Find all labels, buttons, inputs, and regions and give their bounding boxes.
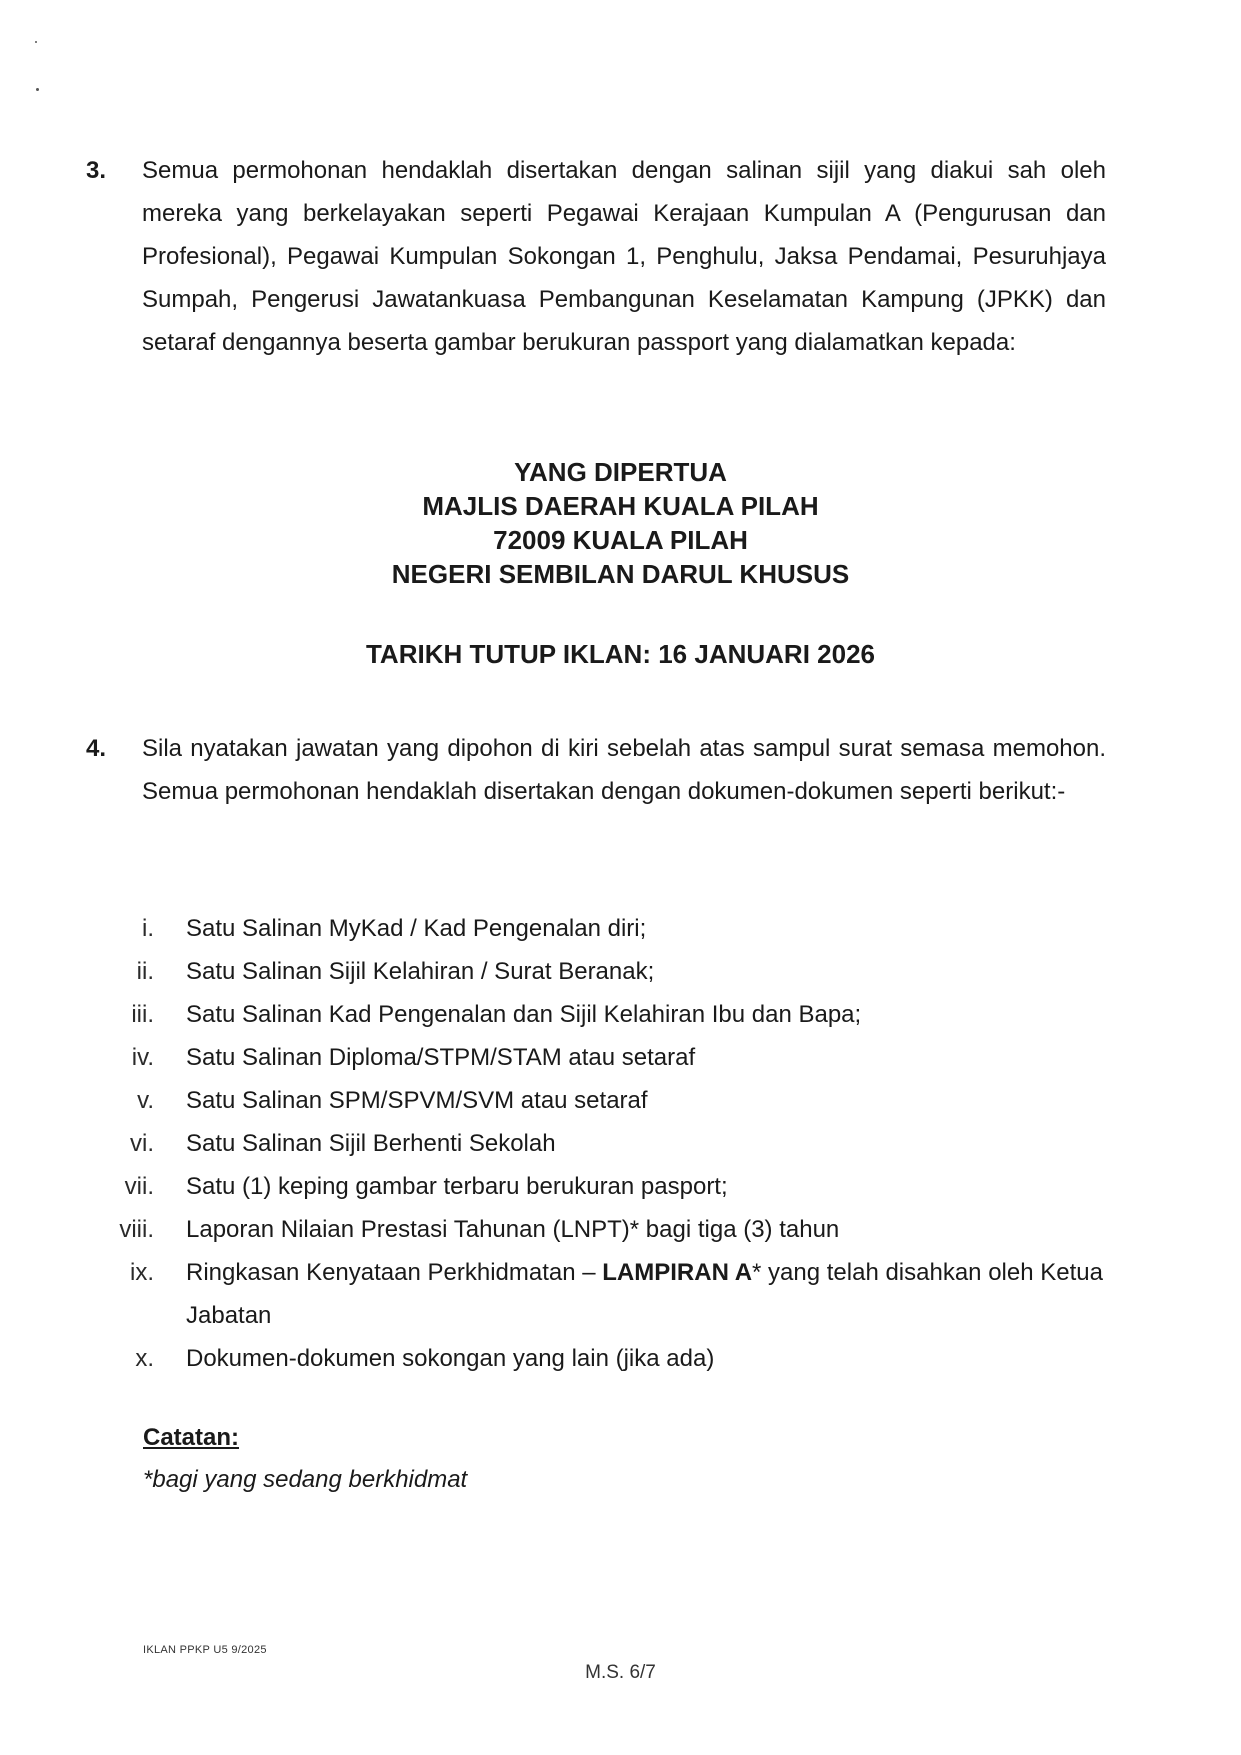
address-line: 72009 KUALA PILAH — [493, 525, 748, 555]
document-list — [100, 907, 1120, 1380]
paragraph-3 — [86, 149, 1116, 409]
scan-speck — [36, 88, 39, 91]
list-item-number: viii. — [119, 1216, 154, 1243]
list-item-text: Satu Salinan Kad Pengenalan dan Sijil Kelahiran Ibu dan Bapa; — [186, 1001, 862, 1028]
note-body: *bagi yang sedang berkhidmat — [143, 1466, 468, 1493]
closing-date: TARIKH TUTUP IKLAN: 16 JANUARI 2026 — [365, 639, 875, 669]
list-item-number: iii. — [131, 1001, 154, 1028]
footer-reference: IKLAN PPKP U5 9/2025 — [143, 1644, 267, 1656]
list-item-text: Satu Salinan Sijil Berhenti Sekolah — [186, 1130, 556, 1157]
list-item-number: x. — [135, 1345, 154, 1372]
list-item-number: ii. — [136, 958, 154, 985]
address-line: MAJLIS DAERAH KUALA PILAH — [422, 491, 819, 521]
paragraph-number: 3. — [86, 157, 107, 184]
list-item-text: Laporan Nilaian Prestasi Tahunan (LNPT)* bagi tiga (3) tahun — [186, 1216, 840, 1243]
page-number: M.S. 6/7 — [585, 1662, 656, 1683]
paragraph-number: 4. — [86, 735, 107, 762]
list-item — [100, 1251, 1120, 1337]
list-item — [100, 907, 1120, 950]
paragraph-4 — [86, 727, 1116, 857]
list-item-text: Satu Salinan SPM/SPVM/SVM atau setaraf — [186, 1087, 648, 1114]
list-item — [100, 1337, 1120, 1380]
address-line: YANG DIPERTUA — [514, 457, 727, 487]
list-item — [100, 1122, 1120, 1165]
list-item-text: Dokumen-dokumen sokongan yang lain (jika ada) — [186, 1345, 715, 1372]
list-item-text-part: Ringkasan Kenyataan Perkhidmatan – — [186, 1259, 603, 1286]
list-item-number: vii. — [124, 1173, 154, 1200]
list-item-number: v. — [137, 1087, 154, 1114]
paragraph-text: Sila nyatakan jawatan yang dipohon di kiri sebelah atas sampul surat semasa memohon. Semua permohonan hendaklah disertakan dengan dokumen-dokumen seperti berikut:- — [142, 735, 1106, 805]
list-item-text: Satu Salinan MyKad / Kad Pengenalan diri; — [186, 915, 647, 942]
list-item-number: iv. — [131, 1044, 154, 1071]
list-item — [100, 1208, 1120, 1251]
list-item-text — [186, 1251, 1120, 1337]
list-item — [100, 993, 1120, 1036]
list-item-text: Satu Salinan Sijil Kelahiran / Surat Beranak; — [186, 958, 655, 985]
address-line: NEGERI SEMBILAN DARUL KHUSUS — [391, 559, 850, 589]
note-title: Catatan: — [143, 1424, 240, 1451]
list-item — [100, 1036, 1120, 1079]
list-item-text-bold: LAMPIRAN A — [602, 1259, 753, 1286]
list-item-number: ix. — [130, 1259, 154, 1286]
list-item-number: vi. — [130, 1130, 154, 1157]
list-item — [100, 1165, 1120, 1208]
list-item-text-part: * yang telah disahkan oleh Ketua Jabatan — [186, 1259, 1103, 1329]
paragraph-text: Semua permohonan hendaklah disertakan dengan salinan sijil yang diakui sah oleh mereka yang berkelayakan seperti Pegawai Kerajaan Kumpulan A (Pengurusan dan Profesional), Pegawai Kumpulan Sokongan 1, Penghulu, Jaksa Pendamai, Pesuruhjaya Sumpah, Pengerusi Jawatankuasa Pembangunan Keselamatan Kampung (JPKK) dan setaraf dengannya beserta gambar berukuran passport yang dialamatkan kepada: — [142, 157, 1106, 356]
list-item-text: Satu Salinan Diploma/STPM/STAM atau setaraf — [186, 1044, 696, 1071]
list-item — [100, 950, 1120, 993]
list-item-number: i. — [142, 915, 154, 942]
recipient-address — [0, 455, 1241, 591]
list-item-text: Satu (1) keping gambar terbaru berukuran pasport; — [186, 1173, 728, 1200]
scan-speck — [35, 41, 37, 43]
list-item — [100, 1079, 1120, 1122]
